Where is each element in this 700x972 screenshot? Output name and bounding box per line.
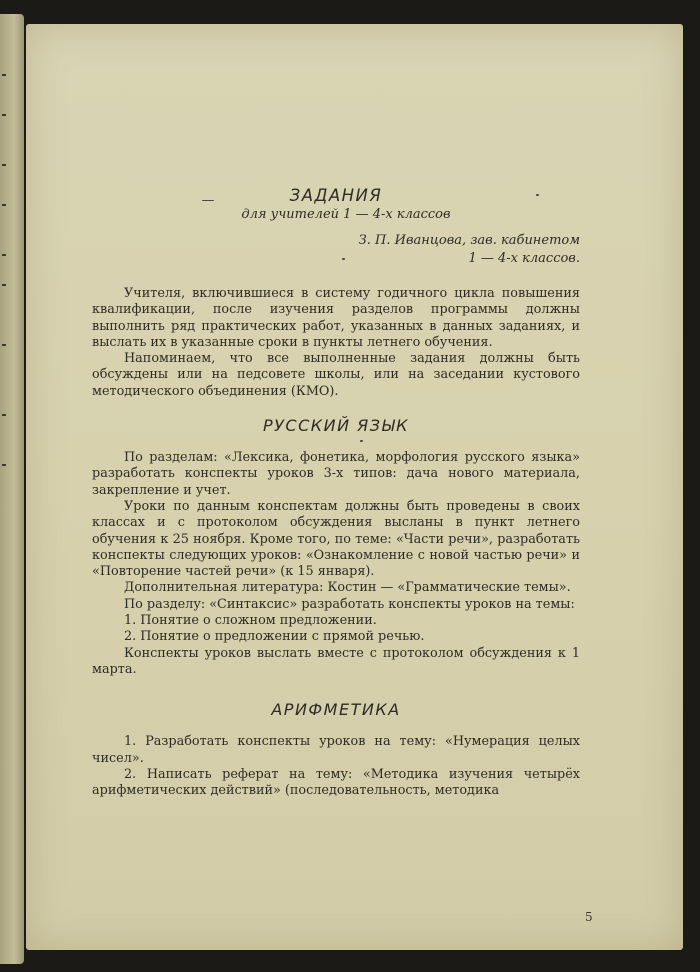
- intro-paragraph: Учителя, включившиеся в систему годичного цикла повышения квалификации, после изучения разделов программы должны выполнить ряд практических работ, указанных в данных заданиях, и выслать их в указанные сроки в пункты летнего обучения.: [92, 286, 580, 350]
- margin-mark: [2, 74, 6, 76]
- author-position-line: 1 — 4-х классов.: [468, 251, 580, 266]
- margin-mark: [2, 164, 6, 166]
- margin-mark: [2, 114, 6, 116]
- body-paragraph: По разделу: «Синтаксис» разработать конспекты уроков на темы:: [124, 596, 575, 612]
- document-heading: ЗАДАНИЯ: [289, 186, 383, 205]
- margin-mark: [2, 344, 6, 346]
- margin-mark: [2, 414, 6, 416]
- section-title-russian: РУССКИЙ ЯЗЫК: [263, 416, 409, 436]
- body-paragraph: По разделам: «Лексика, фонетика, морфология русского языка» разработать конспекты уроков 3-х типов: дача нового материала, закрепление и учет.: [92, 450, 580, 498]
- body-paragraph: Конспекты уроков выслать вместе с протоколом обсуждения к 1 марта.: [92, 645, 580, 677]
- body-paragraph: Уроки по данным конспектам должны быть проведены в своих классах и с протоколом обсуждения высланы в пункт летнего обучения к 25 ноября. Кроме того, по теме: «Части речи», разработать конспекты следующих уроков: «Ознакомление с новой частью речи» и «Повторение частей речи» (к 15 января).: [92, 498, 580, 580]
- document-subheading: для учителей 1 — 4-х классов: [241, 207, 451, 222]
- list-item: 2. Понятие о предложении с прямой речью.: [124, 629, 425, 645]
- intro-paragraph: Напоминаем, что все выполненные задания должны быть обсуждены или на педсовете школы, или на заседании кустового методического объединения (КМО).: [92, 351, 580, 399]
- margin-mark: [2, 284, 6, 286]
- previous-page-edge: [0, 14, 24, 964]
- section-title-arithmetic: АРИФМЕТИКА: [271, 700, 401, 720]
- body-paragraph: 1. Разработать конспекты уроков на тему: «Нумерация целых чисел».: [92, 734, 580, 766]
- page-text: [92, 180, 580, 799]
- margin-mark: [2, 254, 6, 256]
- body-paragraph: Дополнительная литература: Костин — «Грамматические темы».: [124, 580, 571, 596]
- body-paragraph: 2. Написать реферат на тему: «Методика изучения четырёх арифметических действий» (последовательность, методика: [92, 766, 580, 799]
- list-item: 1. Понятие о сложном предложении.: [124, 613, 377, 629]
- margin-mark: [2, 204, 6, 206]
- author-line: З. П. Иванцова, зав. кабинетом: [358, 233, 580, 248]
- margin-mark: [2, 464, 6, 466]
- page-number: 5: [585, 910, 593, 924]
